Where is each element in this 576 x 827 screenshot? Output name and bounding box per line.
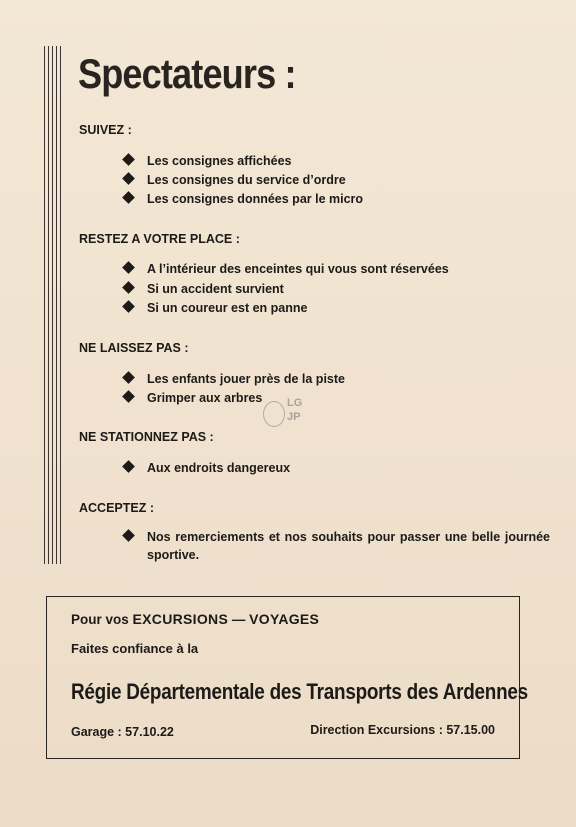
diamond-bullet-icon [122, 153, 135, 166]
ad-subline: Faites confiance à la [71, 641, 199, 656]
list-item: Aux endroits dangereux [122, 459, 290, 477]
list-item: Grimper aux arbres [122, 389, 262, 407]
diamond-bullet-icon [122, 300, 135, 313]
ad-headline: Pour vos EXCURSIONS — VOYAGES [71, 611, 320, 627]
diamond-bullet-icon [122, 191, 135, 204]
section-heading-restez: RESTEZ A VOTRE PLACE : [79, 232, 240, 246]
list-item: Les consignes données par le micro [122, 190, 363, 208]
diamond-bullet-icon [122, 261, 135, 274]
section-heading-ne-stationnez-pas: NE STATIONNEZ PAS : [79, 430, 214, 444]
section-heading-ne-laissez-pas: NE LAISSEZ PAS : [79, 341, 189, 355]
list-item: Si un accident survient [122, 280, 284, 298]
diamond-bullet-icon [122, 172, 135, 185]
collector-stamp: LG JP [263, 395, 313, 435]
list-item: A l’intérieur des enceintes qui vous sont réservées [122, 260, 449, 278]
diamond-bullet-icon [122, 460, 135, 473]
list-item: Si un coureur est en panne [122, 299, 307, 317]
section-heading-acceptez: ACCEPTEZ : [79, 501, 154, 515]
list-item: Les consignes du service d’ordre [122, 171, 346, 189]
list-item: Les enfants jouer près de la piste [122, 370, 345, 388]
page-title: Spectateurs : [78, 50, 296, 97]
list-item: Nos remerciements et nos souhaits pour passer une belle journée sportive. [122, 528, 550, 564]
diamond-bullet-icon [122, 529, 135, 542]
section-heading-suivez: SUIVEZ : [79, 123, 132, 137]
diamond-bullet-icon [122, 390, 135, 403]
vertical-rule-lines [44, 46, 66, 564]
direction-phone: Direction Excursions : 57.15.00 [310, 723, 495, 737]
advertisement-box [46, 596, 528, 759]
diamond-bullet-icon [122, 281, 135, 294]
garage-phone: Garage : 57.10.22 [71, 725, 174, 739]
diamond-bullet-icon [122, 371, 135, 384]
stamp-circle-icon [263, 401, 285, 427]
list-item: Les consignes affichées [122, 152, 292, 170]
ad-company-name: Régie Départementale des Transports des Ardennes [71, 679, 528, 704]
